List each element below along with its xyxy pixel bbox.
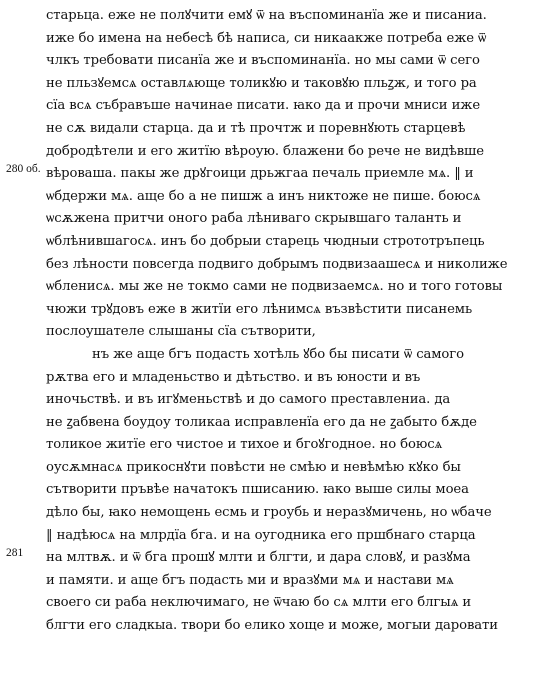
text-line: и памяти. и аще бгъ подасть ми и вразꙋми мѧ и настави мѧ xyxy=(46,572,454,588)
text-line: не пльзꙋемсѧ оставлѧюще толикꙋю и таковꙋю пльꙁж, и того ра xyxy=(46,75,477,91)
margin-folio-note: 280 об. xyxy=(6,163,41,175)
text-line: ѡбдержи мѧ. аще бо а не пишж а инъ никтоже не пише. боюсѧ xyxy=(46,188,481,204)
text-line: сїа всѧ събравъше начинае писати. ꙗко да и прочи мниси иже xyxy=(46,98,481,114)
text-line: рѫтва его и младеньство и дѣтьство. и въ юности и въ xyxy=(46,369,421,385)
text-line: ѡсѫжена притчи оного раба лѣниваго скрывшаго таланть и xyxy=(46,211,462,227)
text-line: на млтвѫ. и ѿ бга прошꙋ млти и блгти, и дара словꙋ, и разꙋма xyxy=(46,550,471,566)
text-line: не ꙁабвена боудоу толикаа исправленїа его да не ꙁабыто бѫде xyxy=(46,414,477,430)
text-line: толикое житїе его чистое и тихое и бгоꙋгодное. но боюсѧ xyxy=(46,437,443,453)
paragraph-1 xyxy=(46,5,536,344)
text-line: дѣло бы, ꙗко немощень есмь и гроубь и неразꙋмичень, но ѡбаче xyxy=(46,505,492,521)
text-line: своего си раба неключимаго, не ѿчаю бо сѧ млти его блгыѧ и xyxy=(46,595,472,611)
paragraph-2 xyxy=(46,344,536,638)
text-line: ѡбленисѧ. мы же не токмо сами не подвизаемсѧ. но и того готовы xyxy=(46,279,503,295)
text-line: старьца. еже не полꙋчити емꙋ ѿ на въспоминанїа же и писаниа. xyxy=(46,8,487,23)
text-line: чюжи трꙋдовъ еже в житїи его лѣнимсѧ възвѣстити писанемь xyxy=(46,301,473,317)
text-line: блгти его сладкыа. твори бо елико хоще и може, могыи даровати xyxy=(46,618,498,634)
text-line: не сѫ видали старца. да и тѣ прочтж и поревнꙋють старцевѣ xyxy=(46,120,466,136)
text-line: члкъ требовати писанїа же и въспоминанїа. но мы сами ѿ сего xyxy=(46,53,480,69)
text-line: сътворити пръвѣе начатокъ пшисанию. ꙗко выше силы моеа xyxy=(46,482,469,498)
margin-folio-note: 281 xyxy=(6,547,24,559)
text-line: добродѣтели и его житїю вѣроую. блажени бо рече не видѣвше xyxy=(46,143,484,159)
text-line: ‖ надѣюсѧ на млрдїа бга. и на оугодника его пршбнаго старца xyxy=(46,527,476,543)
text-line: оусѫмнасѧ прикоснꙋти повѣсти не смѣю и невѣмѣю кꙋко бы xyxy=(46,459,461,475)
text-line: вѣроваша. пакы же дрꙋгоици дрьжгаа печаль приемле мѧ. ‖ и xyxy=(46,166,474,182)
text-line: нъ же аще бгъ подасть хотѣль ꙋбо бы писати ѿ самого xyxy=(92,346,464,362)
text-line: иже бо имена на небесѣ бѣ написа, си никаакже потреба еже ѿ xyxy=(46,30,487,46)
manuscript-text xyxy=(46,5,536,638)
text-line: без лѣности повсегда подвиго добрымъ подвизаашесѧ и николиже xyxy=(46,256,508,272)
text-line: иночьствѣ. и въ игꙋменьствѣ и до самого преставлениа. да xyxy=(46,392,451,408)
text-line: послоушателе слышаны сїа сътворити, xyxy=(46,324,316,340)
text-line: ѡблѣнившагосѧ. инъ бо добрыи старець чюдныи стрототръпець xyxy=(46,233,485,249)
